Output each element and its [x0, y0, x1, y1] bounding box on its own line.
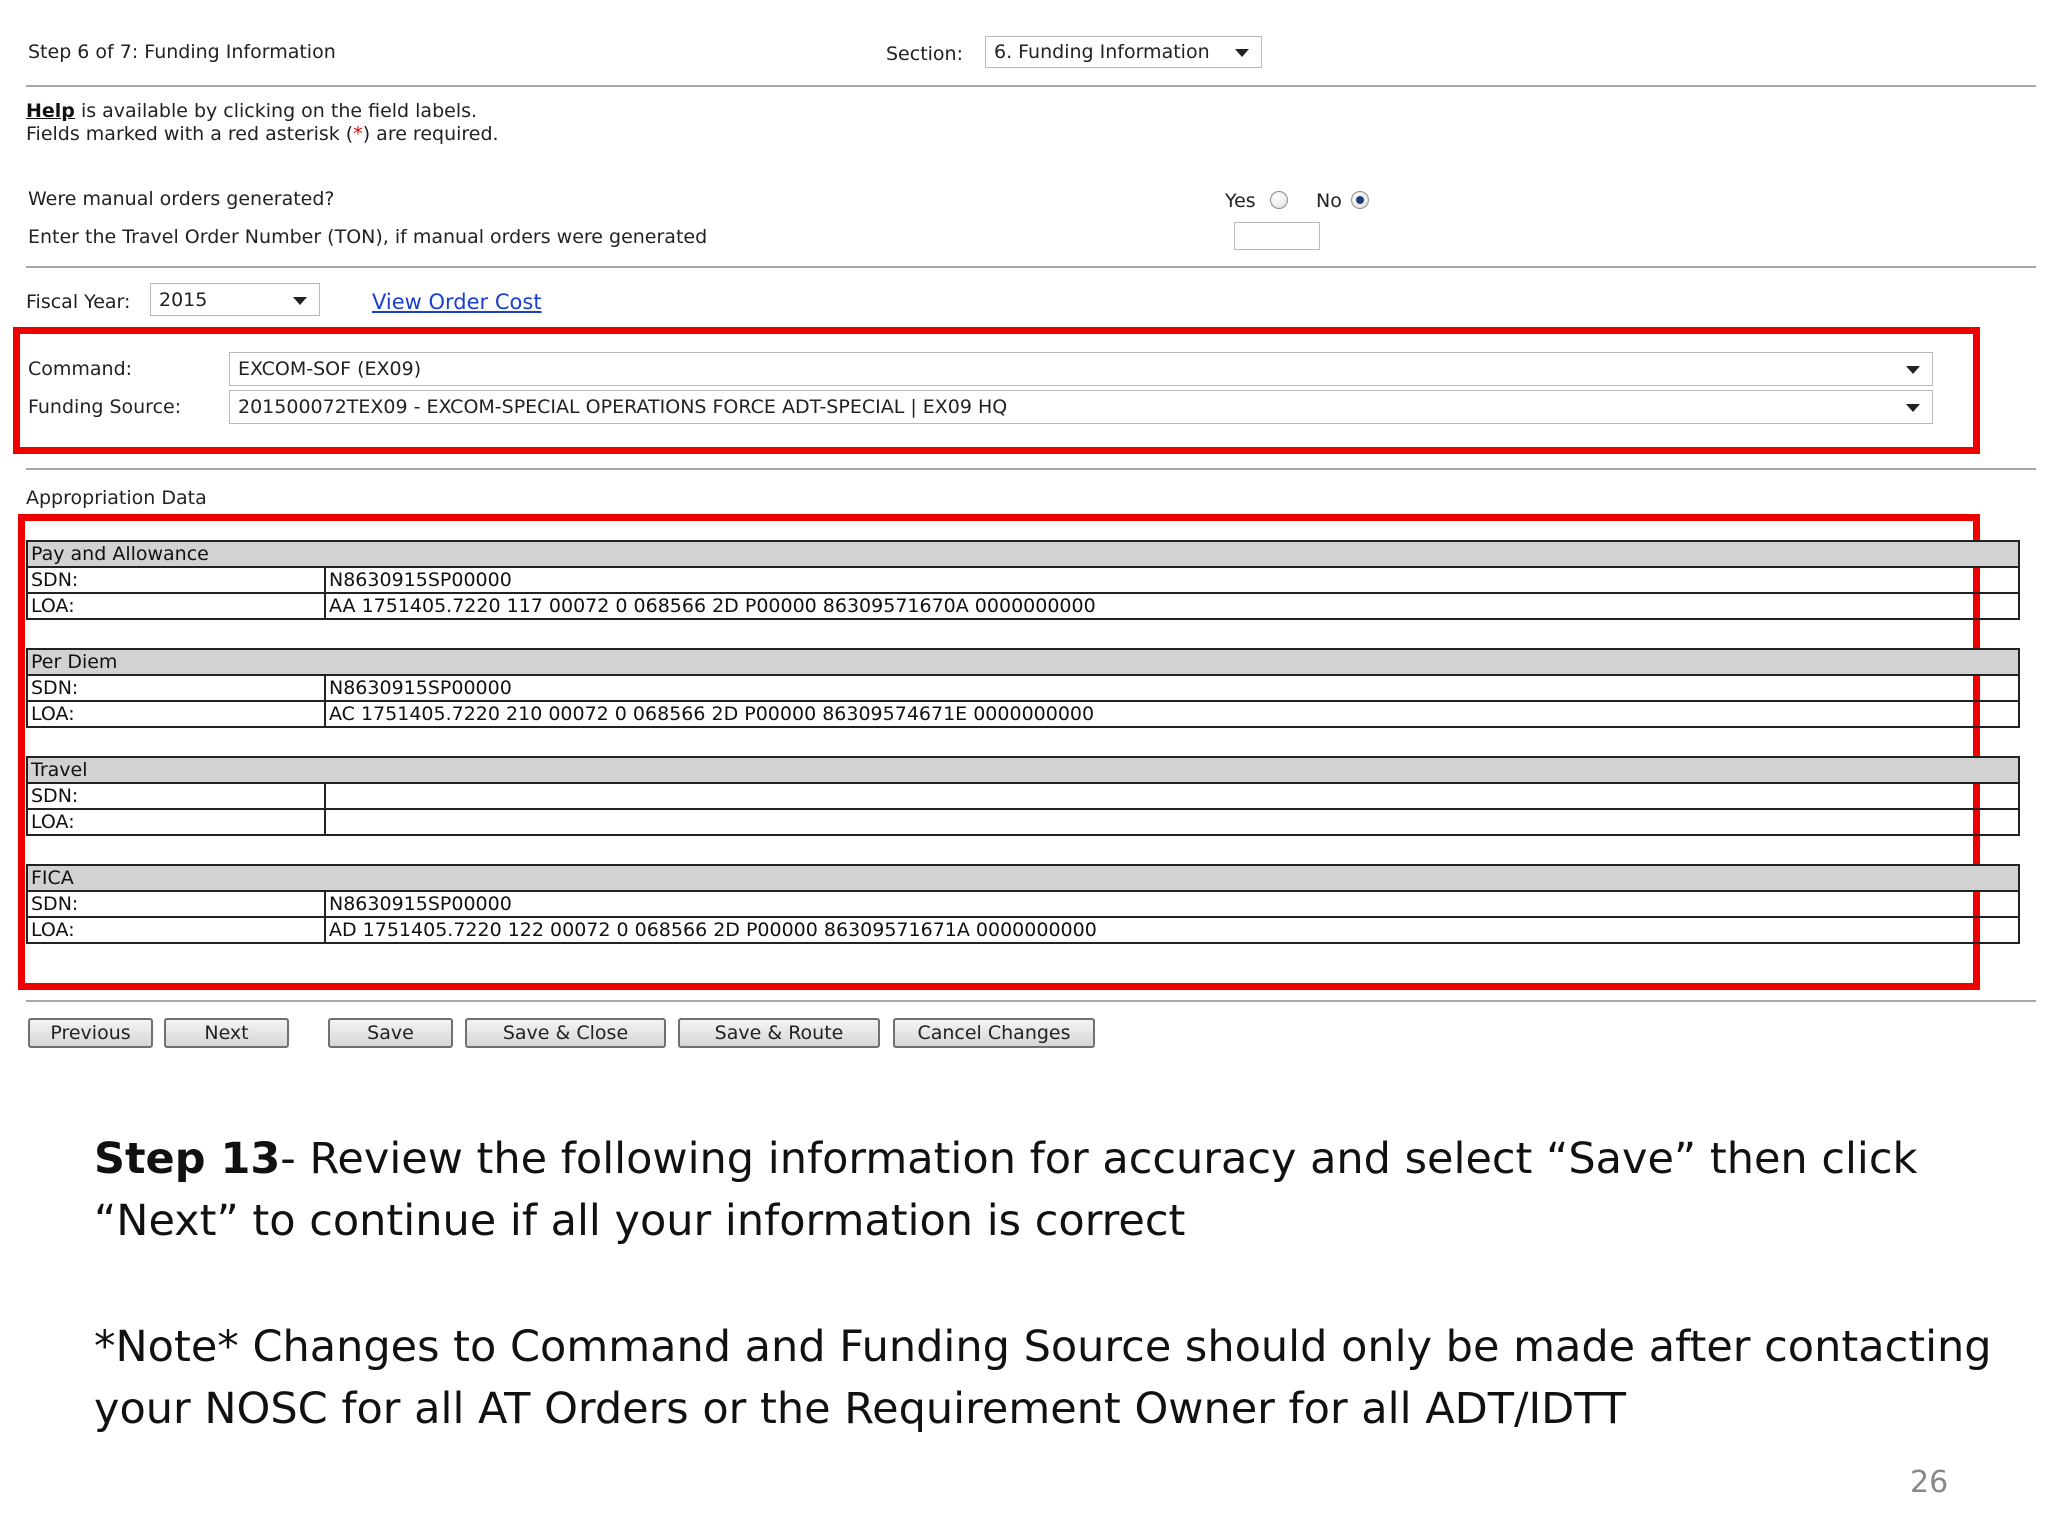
- funding-source-label: Funding Source:: [28, 396, 182, 418]
- manual-orders-no-radio[interactable]: [1351, 191, 1369, 209]
- step-text: - Review the following information for accuracy and select “Save” then click: [280, 1134, 1918, 1184]
- chevron-down-icon: [1235, 49, 1249, 57]
- appropriation-title: Appropriation Data: [26, 487, 207, 509]
- next-button[interactable]: Next: [164, 1018, 289, 1048]
- divider: [26, 266, 2036, 268]
- note-line1: *Note* Changes to Command and Funding Source should only be made after contacting: [94, 1322, 1992, 1372]
- table-row: [27, 593, 2019, 619]
- loa-label: LOA:: [27, 593, 325, 619]
- chevron-down-icon: [293, 297, 307, 305]
- note-line2: your NOSC for all AT Orders or the Requirement Owner for all ADT/IDTT: [94, 1384, 1627, 1434]
- sdn-value: [325, 783, 2019, 809]
- slide-number: 26: [1910, 1465, 1949, 1500]
- sdn-value: N8630915SP00000: [325, 567, 2019, 593]
- sdn-value: N8630915SP00000: [325, 891, 2019, 917]
- fiscal-year-select[interactable]: [150, 283, 320, 316]
- no-label: No: [1316, 190, 1342, 212]
- group-header: Pay and Allowance: [27, 541, 2019, 567]
- funding-source-select[interactable]: [229, 390, 1933, 424]
- help-link[interactable]: Help: [26, 100, 75, 122]
- command-value: EXCOM-SOF (EX09): [238, 358, 422, 380]
- loa-label: LOA:: [27, 701, 325, 727]
- appropriation-table-fica: [26, 864, 2020, 944]
- sdn-label: SDN:: [27, 783, 325, 809]
- command-select[interactable]: [229, 352, 1933, 386]
- required-note-pre: Fields marked with a red asterisk (: [26, 123, 354, 145]
- table-row: [27, 701, 2019, 727]
- view-order-cost-link[interactable]: View Order Cost: [372, 290, 542, 314]
- appropriation-table-pay-allowance: [26, 540, 2020, 620]
- step-indicator: Step 6 of 7: Funding Information: [28, 41, 336, 63]
- table-row: [27, 675, 2019, 701]
- loa-value: AC 1751405.7220 210 00072 0 068566 2D P00000 86309574671E 0000000000: [325, 701, 2019, 727]
- fiscal-year-value: 2015: [159, 288, 208, 311]
- table-row: [27, 917, 2019, 943]
- ton-input[interactable]: [1234, 222, 1320, 250]
- ton-label: Enter the Travel Order Number (TON), if manual orders were generated: [28, 226, 708, 248]
- funding-source-value: 201500072TEX09 - EXCOM-SPECIAL OPERATIONS FORCE ADT-SPECIAL | EX09 HQ: [238, 396, 1008, 418]
- divider: [26, 85, 2036, 87]
- manual-orders-question: Were manual orders generated?: [28, 188, 335, 210]
- manual-orders-yes-radio[interactable]: [1270, 191, 1288, 209]
- previous-button[interactable]: Previous: [28, 1018, 153, 1048]
- yes-label: Yes: [1225, 190, 1256, 212]
- help-text-line1: is available by clicking on the field labels.: [74, 100, 478, 122]
- save-route-button[interactable]: Save & Route: [678, 1018, 880, 1048]
- loa-label: LOA:: [27, 917, 325, 943]
- red-asterisk: *: [353, 123, 363, 145]
- group-header: Travel: [27, 757, 2019, 783]
- help-text: [26, 100, 499, 146]
- table-row: [27, 783, 2019, 809]
- section-label: Section:: [886, 43, 963, 65]
- fiscal-year-label: Fiscal Year:: [26, 291, 131, 313]
- sdn-value: N8630915SP00000: [325, 675, 2019, 701]
- chevron-down-icon: [1906, 404, 1920, 412]
- section-select-value: 6. Funding Information: [994, 41, 1210, 63]
- save-button[interactable]: Save: [328, 1018, 453, 1048]
- divider: [26, 468, 2036, 470]
- command-label: Command:: [28, 358, 133, 380]
- loa-value: [325, 809, 2019, 835]
- table-row: [27, 567, 2019, 593]
- step-number: Step 13: [94, 1134, 281, 1184]
- appropriation-table-travel: [26, 756, 2020, 836]
- loa-value: AA 1751405.7220 117 00072 0 068566 2D P00000 86309571670A 0000000000: [325, 593, 2019, 619]
- loa-label: LOA:: [27, 809, 325, 835]
- sdn-label: SDN:: [27, 675, 325, 701]
- save-close-button[interactable]: Save & Close: [465, 1018, 666, 1048]
- step-text-line2: “Next” to continue if all your information is correct: [94, 1196, 1186, 1246]
- table-row: [27, 891, 2019, 917]
- group-header: Per Diem: [27, 649, 2019, 675]
- section-select[interactable]: [985, 36, 1262, 68]
- instruction-step: [94, 1128, 1917, 1252]
- cancel-changes-button[interactable]: Cancel Changes: [893, 1018, 1095, 1048]
- divider: [26, 1000, 2036, 1002]
- instruction-note: [94, 1316, 1992, 1440]
- required-note-post: ) are required.: [362, 123, 499, 145]
- sdn-label: SDN:: [27, 567, 325, 593]
- table-row: [27, 809, 2019, 835]
- appropriation-table-per-diem: [26, 648, 2020, 728]
- loa-value: AD 1751405.7220 122 00072 0 068566 2D P00000 86309571671A 0000000000: [325, 917, 2019, 943]
- sdn-label: SDN:: [27, 891, 325, 917]
- group-header: FICA: [27, 865, 2019, 891]
- chevron-down-icon: [1906, 366, 1920, 374]
